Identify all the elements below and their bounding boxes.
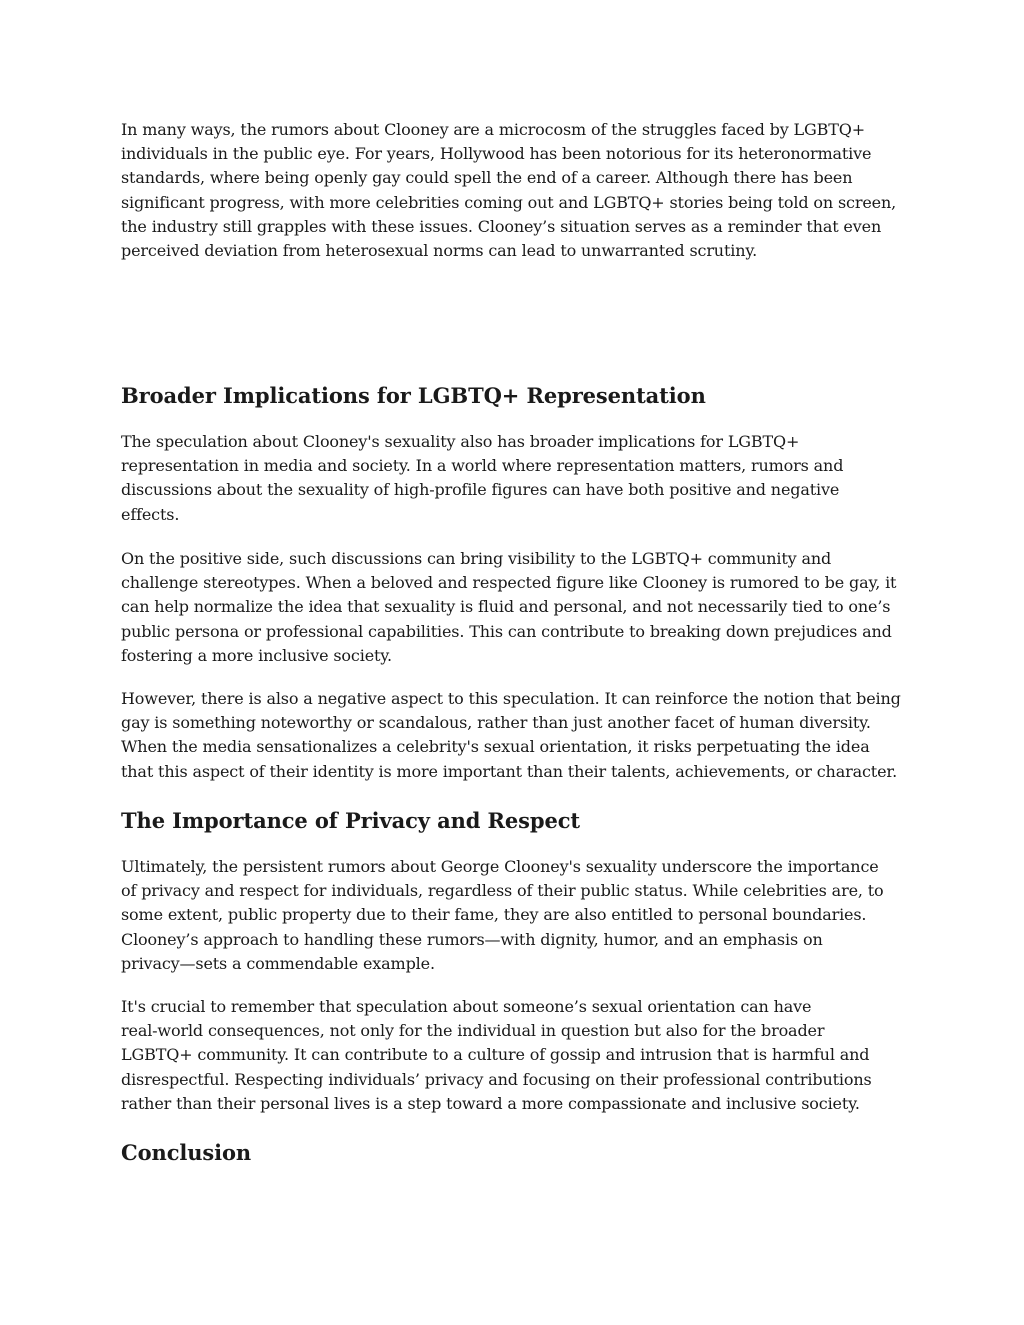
text-line: can help normalize the idea that sexuality is fluid and personal, and not necessarily tied to one’s [121, 597, 891, 617]
text-line: LGBTQ+ community. It can contribute to a culture of gossip and intrusion that is harmful and [121, 1045, 870, 1065]
text-line: Clooney’s approach to handling these rumors—with dignity, humor, and an emphasis on [121, 929, 823, 949]
representation-paragraph-1 [121, 430, 911, 527]
text-line: real-world consequences, not only for the individual in question but also for the broader [121, 1021, 825, 1041]
text-line: On the positive side, such discussions can bring visibility to the LGBTQ+ community and [121, 549, 832, 568]
text-line: In many ways, the rumors about Clooney are a microcosm of the struggles faced by LGBTQ+ [121, 120, 866, 139]
text-line: It's crucial to remember that speculation about someone’s sexual orientation can have [121, 997, 812, 1016]
text-line: some extent, public property due to their fame, they are also entitled to personal boundaries. [121, 905, 867, 925]
text-line: public persona or professional capabilities. This can contribute to breaking down prejudices and [121, 621, 892, 641]
text-line: disrespectful. Respecting individuals’ privacy and focusing on their professional contributions [121, 1069, 872, 1089]
text-line: The speculation about Clooney's sexuality also has broader implications for LGBTQ+ [121, 432, 800, 451]
text-line: perceived deviation from heterosexual norms can lead to unwarranted scrutiny. [121, 241, 758, 261]
text-line: effects. [121, 504, 180, 524]
text-line: When the media sensationalizes a celebrity's sexual orientation, it risks perpetuating the idea [121, 737, 870, 757]
text-line: significant progress, with more celebrities coming out and LGBTQ+ stories being told on screen, [121, 192, 897, 212]
section-heading-privacy: The Importance of Privacy and Respect [121, 808, 581, 833]
text-line: However, there is also a negative aspect to this speculation. It can reinforce the notion that being [121, 689, 901, 708]
text-line: the industry still grapples with these issues. Clooney’s situation serves as a reminder that even [121, 216, 882, 236]
text-line: rather than their personal lives is a step toward a more compassionate and inclusive society. [121, 1093, 860, 1113]
text-line: of privacy and respect for individuals, regardless of their public status. While celebrities are, to [121, 881, 884, 901]
text-line: that this aspect of their identity is more important than their talents, achievements, or character. [121, 761, 898, 781]
text-line: privacy—sets a commendable example. [121, 953, 435, 973]
text-line: fostering a more inclusive society. [121, 645, 392, 665]
intro-paragraph [121, 118, 911, 263]
text-line: discussions about the sexuality of high-profile figures can have both positive and negative [121, 480, 840, 500]
representation-paragraph-2 [121, 547, 911, 668]
text-line: gay is something noteworthy or scandalous, rather than just another facet of human diversity. [121, 713, 871, 733]
text-line: challenge stereotypes. When a beloved and respected figure like Clooney is rumored to be gay, it [121, 573, 897, 593]
section-heading-conclusion: Conclusion [121, 1140, 252, 1165]
privacy-paragraph-2 [121, 995, 911, 1116]
text-line: individuals in the public eye. For years, Hollywood has been notorious for its heteronormative [121, 144, 872, 164]
text-line: standards, where being openly gay could spell the end of a career. Although there has been [121, 168, 853, 188]
text-line: Ultimately, the persistent rumors about George Clooney's sexuality underscore the importance [121, 857, 879, 876]
privacy-paragraph-1 [121, 855, 911, 976]
section-heading-representation: Broader Implications for LGBTQ+ Representation [121, 383, 706, 408]
text-line: representation in media and society. In a world where representation matters, rumors and [121, 456, 844, 476]
representation-paragraph-3 [121, 687, 911, 784]
